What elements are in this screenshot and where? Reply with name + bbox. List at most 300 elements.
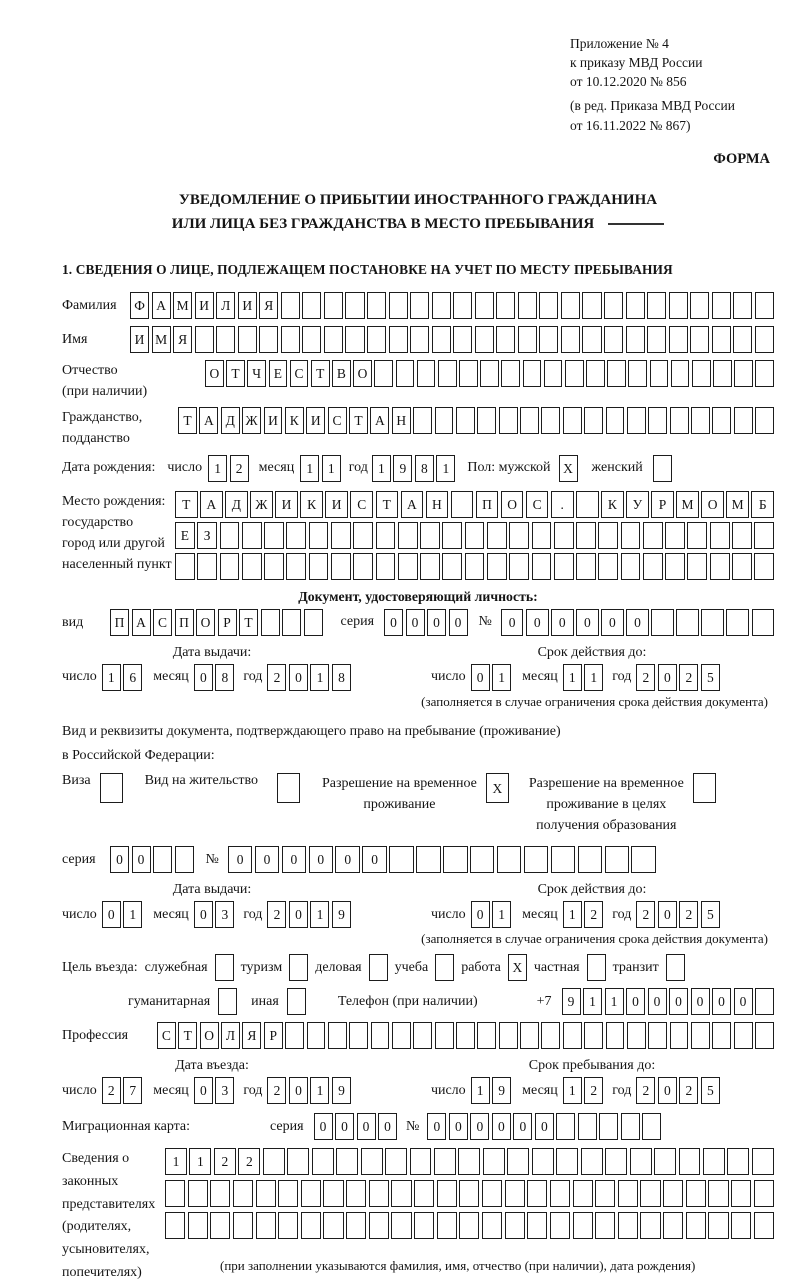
form-cell: У [626, 491, 649, 518]
section1-heading: 1. СВЕДЕНИЯ О ЛИЦЕ, ПОДЛЕЖАЩЕМ ПОСТАНОВКЕ НА УЧЕТ ПО МЕСТУ ПРЕБЫВАНИЯ [62, 261, 673, 277]
form-cell [475, 292, 494, 319]
form-cell [701, 609, 724, 636]
migration-card-label: Миграционная карта: [62, 1119, 191, 1135]
form-cell [670, 407, 689, 434]
form-cell: 0 [712, 988, 731, 1015]
form-cell [576, 491, 599, 518]
form-cell [263, 1148, 285, 1175]
form-cell [242, 522, 262, 549]
form-cell [496, 292, 515, 319]
form-cell [369, 1180, 389, 1207]
form-cell [604, 292, 623, 319]
entry-day-cells [102, 1077, 143, 1104]
entry-date-headers [62, 1058, 774, 1074]
birthplace-label: Место рождения: государство город или другой населенный пункт [62, 493, 172, 572]
form-cell [541, 407, 560, 434]
form-cell: 1 [583, 988, 602, 1015]
form-cell: 1 [563, 664, 582, 691]
form-cell [100, 773, 123, 803]
form-cell: 0 [335, 846, 359, 873]
stay-issue-month-cells [194, 901, 235, 928]
stay-until-date: число 1 9 месяц 1 2 год 2 0 2 5 [431, 1077, 720, 1104]
form-cell [369, 954, 388, 981]
id-expiry-day-cells [471, 664, 512, 691]
form-cell: З [197, 522, 217, 549]
form-cell [282, 609, 301, 636]
form-cell [220, 522, 240, 549]
form-cell: Т [178, 1022, 197, 1049]
form-cell [499, 407, 518, 434]
form-cell [598, 553, 618, 580]
form-cell [505, 1212, 525, 1239]
form-cell [413, 407, 432, 434]
patronymic-note: (при наличии) [62, 383, 148, 399]
form-cell [456, 1022, 475, 1049]
form-cell: 1 [310, 1077, 329, 1104]
form-cell: 0 [255, 846, 279, 873]
form-cell [712, 292, 731, 319]
form-cell: 9 [332, 1077, 351, 1104]
form-cell [470, 846, 494, 873]
form-cell [523, 360, 542, 387]
form-cell [505, 1180, 525, 1207]
surname-row [62, 292, 774, 319]
form-cell [336, 1148, 358, 1175]
migration-card-number-sign: № [406, 1118, 420, 1134]
form-cell: Е [269, 360, 288, 387]
form-cell: П [110, 609, 129, 636]
form-cell [755, 407, 774, 434]
form-cell [550, 1180, 570, 1207]
form-cell [477, 1022, 496, 1049]
form-cell: 1 [584, 664, 603, 691]
form-cell [175, 846, 194, 873]
form-cell: Я [259, 292, 278, 319]
form-cell [532, 553, 552, 580]
form-cell: С [526, 491, 549, 518]
form-cell [414, 1212, 434, 1239]
form-cell: С [153, 609, 172, 636]
entry-date-header: Дата въезда: [175, 1058, 249, 1074]
form-cell [391, 1212, 411, 1239]
form-cell: Т [376, 491, 399, 518]
stay-until-month-cells [563, 1077, 604, 1104]
form-cell [712, 407, 731, 434]
form-cell [301, 1180, 321, 1207]
id-doc-type-cells [110, 609, 323, 636]
form-cell: 0 [471, 901, 490, 928]
form-cell: А [370, 407, 389, 434]
form-cell [459, 1180, 479, 1207]
citizenship-cells [178, 407, 774, 434]
form-cell [509, 553, 529, 580]
form-cell: 0 [535, 1113, 554, 1140]
form-cell [438, 360, 457, 387]
purpose-second-row: гуманитарная иная Телефон (при наличии) +7 9 1 1 0 0 0 0 0 0 [62, 988, 774, 1015]
form-cell [346, 1180, 366, 1207]
purpose-transit-checkbox [666, 954, 685, 981]
form-cell: 0 [378, 1113, 397, 1140]
form-cell: 0 [626, 609, 649, 636]
title-blank-line [608, 223, 664, 225]
form-cell [391, 1180, 411, 1207]
id-doc-row [62, 609, 774, 636]
appendix-line: Приложение № 4 [570, 36, 669, 51]
form-cell [345, 292, 364, 319]
form-cell [238, 326, 257, 353]
sex-male-label: Пол: мужской [467, 460, 551, 476]
form-cell: Е [175, 522, 195, 549]
form-cell: 0 [362, 846, 386, 873]
form-cell [563, 1022, 582, 1049]
form-cell: О [501, 491, 524, 518]
form-cell [302, 326, 321, 353]
form-cell: Д [221, 407, 240, 434]
form-cell: 0 [658, 1077, 677, 1104]
form-cell [312, 1148, 334, 1175]
form-cell [277, 773, 300, 803]
patronymic-row [62, 360, 774, 402]
form-cell: О [701, 491, 724, 518]
form-cell [175, 553, 195, 580]
form-cell [432, 292, 451, 319]
stay-doc-date-headers: Дата выдачи: Срок действия до: [172, 882, 647, 898]
form-cell [618, 1180, 638, 1207]
form-cell [573, 1180, 593, 1207]
id-expiry-year-cells [636, 664, 720, 691]
id-doc-number-sign: № [478, 614, 492, 630]
form-cell: Т [349, 407, 368, 434]
form-cell [451, 491, 474, 518]
form-cell: 0 [734, 988, 753, 1015]
purpose-other-checkbox [287, 988, 306, 1015]
form-cell: 7 [123, 1077, 142, 1104]
form-cell [197, 553, 217, 580]
form-cell [654, 1148, 676, 1175]
form-cell: Т [226, 360, 245, 387]
form-cell: А [199, 407, 218, 434]
temp-residence-checkbox [486, 773, 509, 803]
form-cell: 2 [267, 1077, 286, 1104]
form-cell [256, 1180, 276, 1207]
form-cell [604, 326, 623, 353]
form-cell [726, 609, 749, 636]
form-cell: Ч [247, 360, 266, 387]
stay-issue-year-cells [267, 901, 351, 928]
form-cell [532, 522, 552, 549]
form-cell [584, 1022, 603, 1049]
form-cell [188, 1180, 208, 1207]
form-cell: С [350, 491, 373, 518]
form-cell [556, 1148, 578, 1175]
phone-cells [562, 988, 775, 1015]
form-cell [527, 1180, 547, 1207]
form-cell [554, 553, 574, 580]
edition-line: (в ред. Приказа МВД России [570, 98, 735, 114]
form-cell: Н [392, 407, 411, 434]
form-cell [754, 522, 774, 549]
form-cell [520, 1022, 539, 1049]
form-cell: 5 [701, 901, 720, 928]
form-cell: М [676, 491, 699, 518]
form-cell: Р [651, 491, 674, 518]
purpose-official-checkbox [215, 954, 234, 981]
form-cell: 0 [449, 609, 468, 636]
form-cell [627, 407, 646, 434]
purpose-label: Цель въезда: [62, 959, 138, 975]
form-cell [392, 1022, 411, 1049]
form-cell: 0 [194, 664, 213, 691]
form-cell: 0 [194, 901, 213, 928]
form-cell [734, 1022, 753, 1049]
form-cell: X [508, 954, 527, 981]
form-cell: 0 [289, 901, 308, 928]
form-cell: Ф [130, 292, 149, 319]
form-cell: Т [175, 491, 198, 518]
form-cell [621, 553, 641, 580]
form-cell: 2 [636, 901, 655, 928]
form-cell [437, 1180, 457, 1207]
form-cell [309, 522, 329, 549]
form-cell [413, 1022, 432, 1049]
form-cell [626, 292, 645, 319]
form-cell [456, 407, 475, 434]
form-cell [367, 326, 386, 353]
form-cell: 5 [701, 664, 720, 691]
stay-doc-number-cells [228, 846, 656, 873]
form-cell: 2 [636, 664, 655, 691]
form-cell [708, 1180, 728, 1207]
form-cell [691, 407, 710, 434]
temp-residence-label: Разрешение на временное проживание [321, 776, 477, 813]
purpose-study-checkbox [435, 954, 454, 981]
stay-doc-type-row [62, 773, 774, 836]
form-cell [541, 1022, 560, 1049]
stay-doc-series-label: серия [62, 852, 96, 868]
form-cell [289, 954, 308, 981]
form-cell [195, 326, 214, 353]
representatives-cells-row2 [165, 1180, 774, 1207]
form-cell [301, 1212, 321, 1239]
form-cell: Ж [242, 407, 261, 434]
form-cell [752, 609, 775, 636]
form-cell [281, 326, 300, 353]
form-cell [539, 292, 558, 319]
form-cell: П [476, 491, 499, 518]
form-cell [304, 609, 323, 636]
stay-expiry-day-cells [471, 901, 512, 928]
form-cell [475, 326, 494, 353]
form-cell [631, 846, 655, 873]
form-cell: И [264, 407, 283, 434]
birth-year-cells [372, 455, 456, 482]
birthplace-cells-row1 [175, 491, 774, 518]
id-doc-date-headers [62, 645, 774, 661]
birth-month-cells [300, 455, 341, 482]
id-doc-number-cells [501, 609, 774, 636]
form-cell [598, 522, 618, 549]
purpose-humanitarian-checkbox [218, 988, 237, 1015]
form-cell [755, 292, 774, 319]
form-cell: 1 [372, 455, 391, 482]
form-cell: 2 [679, 901, 698, 928]
form-cell [648, 407, 667, 434]
id-issue-year-cells [267, 664, 351, 691]
form-cell: О [205, 360, 224, 387]
form-cell [487, 553, 507, 580]
form-cell: 1 [492, 901, 511, 928]
form-cell [732, 522, 752, 549]
form-cell [712, 326, 731, 353]
form-cell: 0 [601, 609, 624, 636]
form-cell [465, 522, 485, 549]
form-cell [532, 1148, 554, 1175]
form-cell: 2 [679, 1077, 698, 1104]
form-cell [482, 1212, 502, 1239]
form-cell: Д [225, 491, 248, 518]
form-cell: 0 [289, 664, 308, 691]
entry-year-cells [267, 1077, 351, 1104]
form-cell [665, 522, 685, 549]
form-cell [188, 1212, 208, 1239]
form-cell [414, 1180, 434, 1207]
form-cell [686, 1180, 706, 1207]
form-cell [369, 1212, 389, 1239]
form-cell: 1 [492, 664, 511, 691]
form-cell: 0 [289, 1077, 308, 1104]
form-cell [477, 407, 496, 434]
entry-date: число 2 7 месяц 0 3 год 2 0 1 9 [62, 1077, 351, 1104]
stay-doc-dates-row [62, 901, 774, 928]
form-cell: 0 [691, 988, 710, 1015]
entry-month-cells [194, 1077, 235, 1104]
form-title [62, 188, 774, 236]
form-cell [731, 1212, 751, 1239]
form-cell: 1 [436, 455, 455, 482]
form-cell: И [238, 292, 257, 319]
form-cell: С [290, 360, 309, 387]
form-cell: Т [311, 360, 330, 387]
form-cell: Я [173, 326, 192, 353]
form-cell: 0 [102, 901, 121, 928]
form-cell [584, 407, 603, 434]
form-cell [323, 1180, 343, 1207]
form-cell [561, 292, 580, 319]
form-cell [480, 360, 499, 387]
form-cell [642, 1113, 661, 1140]
form-cell: 2 [230, 455, 249, 482]
form-cell [153, 846, 172, 873]
form-cell [686, 1212, 706, 1239]
form-cell [499, 1022, 518, 1049]
birthplace-row [62, 491, 774, 580]
form-cell [648, 1022, 667, 1049]
surname-label: Фамилия [62, 297, 117, 313]
form-cell [507, 1148, 529, 1175]
form-cell [374, 360, 393, 387]
form-cell [606, 1022, 625, 1049]
visa-option [62, 773, 123, 803]
given-name-cells [130, 326, 774, 353]
form-cell: Р [264, 1022, 283, 1049]
visa-checkbox [100, 773, 123, 803]
form-cell [287, 1148, 309, 1175]
form-cell: 3 [215, 901, 234, 928]
form-cell [703, 1148, 725, 1175]
migration-card-row [62, 1113, 774, 1140]
form-cell [165, 1212, 185, 1239]
form-cell [367, 292, 386, 319]
form-cell [527, 1212, 547, 1239]
form-cell: 0 [110, 846, 129, 873]
form-cell [544, 360, 563, 387]
temp-residence-edu-checkbox [693, 773, 716, 803]
birth-date-label: Дата рождения: [62, 460, 156, 476]
form-cell [210, 1180, 230, 1207]
form-cell: 0 [357, 1113, 376, 1140]
issue-date-header: Дата выдачи: [172, 644, 252, 660]
form-cell [690, 326, 709, 353]
form-cell [331, 522, 351, 549]
form-cell [643, 553, 663, 580]
form-cell [453, 326, 472, 353]
stay-doc-paragraph: Вид и реквизиты документа, подтверждающего право на пребывание (проживание) в Российской Федерации: [62, 723, 561, 763]
form-cell: 1 [123, 901, 142, 928]
form-cell [595, 1212, 615, 1239]
form-cell [389, 846, 413, 873]
form-cell [410, 1148, 432, 1175]
form-cell [410, 326, 429, 353]
profession-row [62, 1022, 774, 1049]
form-cell: Т [239, 609, 258, 636]
form-cell [328, 1022, 347, 1049]
form-cell [663, 1180, 683, 1207]
form-cell: Л [221, 1022, 240, 1049]
form-cell [708, 1212, 728, 1239]
form-cell [497, 846, 521, 873]
form-cell: 0 [471, 664, 490, 691]
representatives-cells-row3 [165, 1212, 774, 1239]
form-cell [752, 1148, 774, 1175]
form-cell [353, 522, 373, 549]
representatives-cells-block [165, 1148, 774, 1274]
form-cell [733, 326, 752, 353]
form-cell: Н [426, 491, 449, 518]
form-cell [416, 846, 440, 873]
id-expiry-month-cells [563, 664, 604, 691]
form-cell: 0 [427, 1113, 446, 1140]
form-cell: 0 [314, 1113, 333, 1140]
form-cell: П [175, 609, 194, 636]
form-cell [687, 522, 707, 549]
form-cell [264, 522, 284, 549]
form-cell [242, 553, 262, 580]
phone-label: Телефон (при наличии) [337, 993, 478, 1009]
form-cell [618, 1212, 638, 1239]
form-cell [595, 1180, 615, 1207]
form-cell [690, 292, 709, 319]
form-cell: 2 [102, 1077, 121, 1104]
form-cell: 0 [669, 988, 688, 1015]
form-cell: 1 [563, 1077, 582, 1104]
id-doc-type-label: вид [62, 614, 84, 630]
form-cell [435, 1022, 454, 1049]
representatives-row [62, 1148, 774, 1284]
form-cell: 5 [701, 1077, 720, 1104]
form-cell [561, 326, 580, 353]
form-cell: 0 [228, 846, 252, 873]
form-cell [509, 522, 529, 549]
